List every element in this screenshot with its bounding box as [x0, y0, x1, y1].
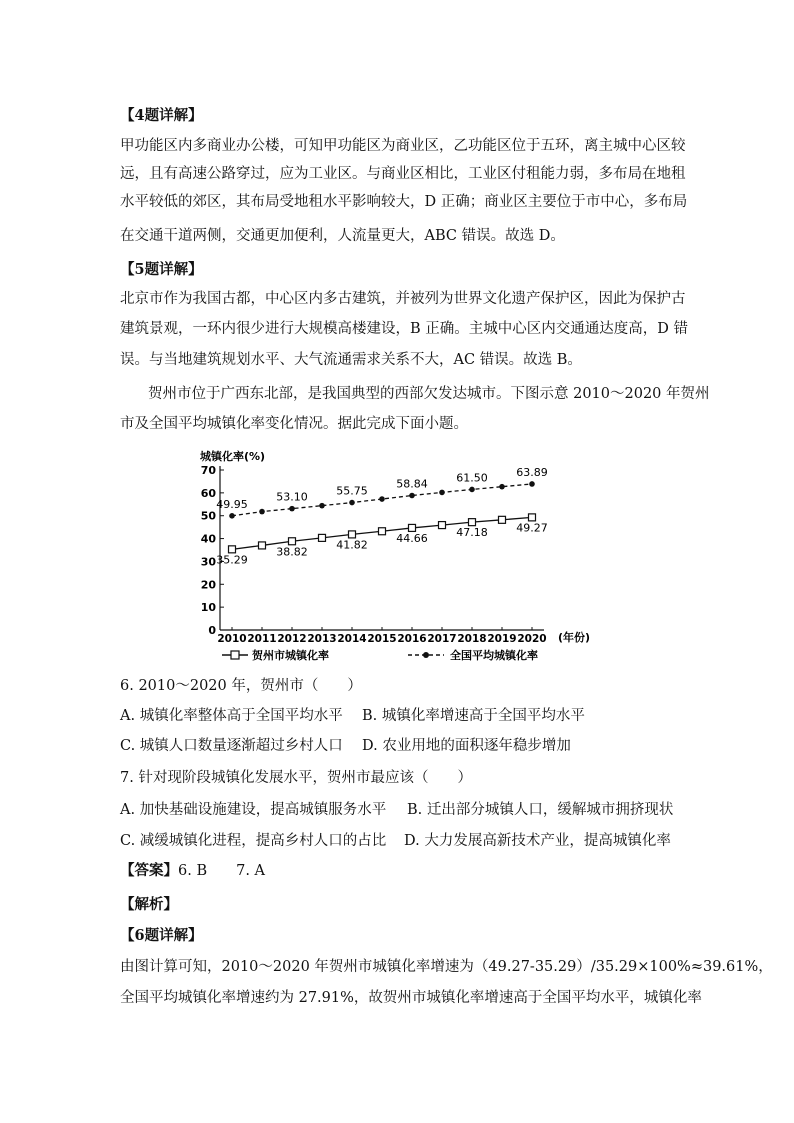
section-heading-q6: 【6题详解】: [120, 927, 203, 944]
intro-line: 市及全国平均城镇化率变化情况。据此完成下面小题。: [120, 416, 468, 432]
x-tick-label: 2015: [367, 633, 397, 645]
data-point-square: [469, 519, 476, 526]
chart-legend: [222, 648, 538, 662]
data-point-dot: [469, 487, 475, 493]
paragraph-line: 水平较低的郊区，其布局受地租水平影响较大，D 正确；商业区主要位于市中心，多布局: [120, 194, 688, 210]
data-point-dot: [379, 496, 385, 502]
urbanization-rate-chart: [196, 442, 610, 672]
question-6-stem: 6. 2010～2020 年，贺州市（ ）: [120, 678, 362, 694]
y-tick-label: 10: [200, 601, 216, 615]
question-7-option-b: B. 迁出部分城镇人口，缓解城市拥挤现状: [407, 802, 674, 818]
answer-text: 6. B 7. A: [178, 863, 266, 879]
section-heading-q5: 【5题详解】: [120, 261, 203, 278]
data-point-square: [529, 514, 536, 521]
x-tick-label: 2016: [397, 633, 427, 645]
x-tick-label: 2010: [217, 633, 247, 645]
intro-line: 贺州市位于广西东北部，是我国典型的西部欠发达城市。下图示意 2010～2020 年贺州: [148, 386, 710, 402]
data-point-square: [289, 538, 296, 545]
paragraph-line: 北京市作为我国古都，中心区内多古建筑，并被列为世界文化遗产保护区，因此为保护古: [120, 291, 686, 307]
legend-label-hezhou: 贺州市城镇化率: [252, 649, 329, 662]
data-point-square: [229, 546, 236, 553]
data-point-square: [409, 524, 416, 531]
x-tick-label: 2012: [277, 633, 307, 645]
x-tick-label: 2017: [427, 633, 457, 645]
question-6-option-a: A. 城镇化率整体高于全国平均水平: [120, 708, 343, 724]
x-tick-label: 2011: [247, 633, 277, 645]
data-label: 55.75: [336, 484, 368, 498]
data-point-square: [499, 516, 506, 523]
question-7-option-c: C. 减缓城镇化进程，提高乡村人口的占比: [120, 833, 387, 849]
paragraph-line: 甲功能区内多商业办公楼，可知甲功能区为商业区，乙功能区位于五环，离主城中心区较: [120, 138, 686, 154]
question-6-option-c: C. 城镇人口数量逐渐超过乡村人口: [120, 738, 343, 754]
data-point-square: [259, 542, 266, 549]
question-6-option-b: B. 城镇化率增速高于全国平均水平: [362, 708, 585, 724]
legend-marker-hezhou: [231, 651, 239, 659]
y-tick-label: 70: [200, 464, 216, 477]
x-axis-title: (年份): [558, 631, 591, 644]
y-tick-label: 50: [200, 509, 216, 523]
x-tick-label: 2019: [487, 633, 517, 645]
question-7-option-d: D. 大力发展高新技术产业，提高城镇化率: [404, 833, 671, 849]
data-label: 41.82: [336, 538, 368, 552]
question-7-stem: 7. 针对现阶段城镇化发展水平，贺州市最应该（ ）: [120, 770, 472, 786]
data-point-dot: [319, 503, 325, 509]
data-label: 49.27: [516, 521, 548, 535]
paragraph-line: 误。与当地建筑规划水平、大气流通需求关系不大，AC 错误。故选 B。: [120, 352, 582, 368]
x-tick-label: 2014: [337, 633, 367, 645]
data-label: 38.82: [276, 545, 308, 559]
paragraph-line: 在交通干道两侧，交通更加便利，人流量更大，ABC 错误。故选 D。: [120, 228, 565, 244]
question-6-option-d: D. 农业用地的面积逐年稳步增加: [362, 738, 571, 754]
y-tick-label: 20: [200, 578, 216, 592]
data-point-dot: [499, 484, 505, 490]
data-label: 61.50: [456, 471, 488, 485]
answer-line: [120, 861, 680, 881]
data-label: 49.95: [216, 497, 248, 511]
data-point-dot: [259, 509, 265, 515]
analysis-heading: 【解析】: [120, 896, 178, 913]
x-tick-label: 2020: [517, 633, 547, 645]
data-point-square: [319, 534, 326, 541]
data-point-square: [439, 522, 446, 529]
answer-label: 【答案】: [120, 862, 178, 879]
y-axis-title: 城镇化率(%): [200, 450, 266, 463]
x-tick-label: 2013: [307, 633, 337, 645]
question-7-option-a: A. 加快基础设施建设，提高城镇服务水平: [120, 802, 387, 818]
data-point-dot: [349, 500, 355, 506]
paragraph-line: 全国平均城镇化率增速约为 27.91%，故贺州市城镇化率增速高于全国平均水平，城镇化率: [120, 990, 702, 1006]
x-tick-label: 2018: [457, 633, 487, 645]
data-point-square: [349, 531, 356, 538]
line-chart-svg: [196, 442, 610, 672]
data-point-dot: [409, 493, 415, 499]
y-tick-label: 40: [200, 532, 216, 546]
paragraph-line: 远，且有高速公路穿过，应为工业区。与商业区相比，工业区付租能力弱，多布局在地租: [120, 166, 686, 182]
data-label: 53.10: [276, 490, 308, 504]
data-label: 35.29: [216, 553, 248, 567]
data-label: 58.84: [396, 477, 428, 491]
legend-label-national: 全国平均城镇化率: [450, 649, 538, 662]
data-point-dot: [289, 506, 295, 512]
paragraph-line: 建筑景观，一环内很少进行大规模高楼建设，B 正确。主城中心区内交通通达度高，D 错: [120, 321, 688, 337]
paragraph-line: 由图计算可知，2010～2020 年贺州市城镇化率增速为（49.27-35.29）/35.29×100%≈39.61%，: [120, 959, 773, 975]
data-label: 47.18: [456, 526, 488, 540]
y-tick-label: 0: [208, 624, 216, 637]
legend-marker-national: [423, 652, 429, 658]
data-point-square: [379, 528, 386, 535]
data-label: 44.66: [396, 531, 428, 545]
y-tick-label: 30: [200, 555, 216, 569]
section-heading-q4: 【4题详解】: [120, 107, 203, 124]
data-point-dot: [529, 481, 535, 487]
data-point-dot: [229, 513, 235, 519]
y-tick-label: 60: [200, 486, 216, 500]
data-point-dot: [439, 490, 445, 496]
data-label: 63.89: [516, 465, 548, 479]
